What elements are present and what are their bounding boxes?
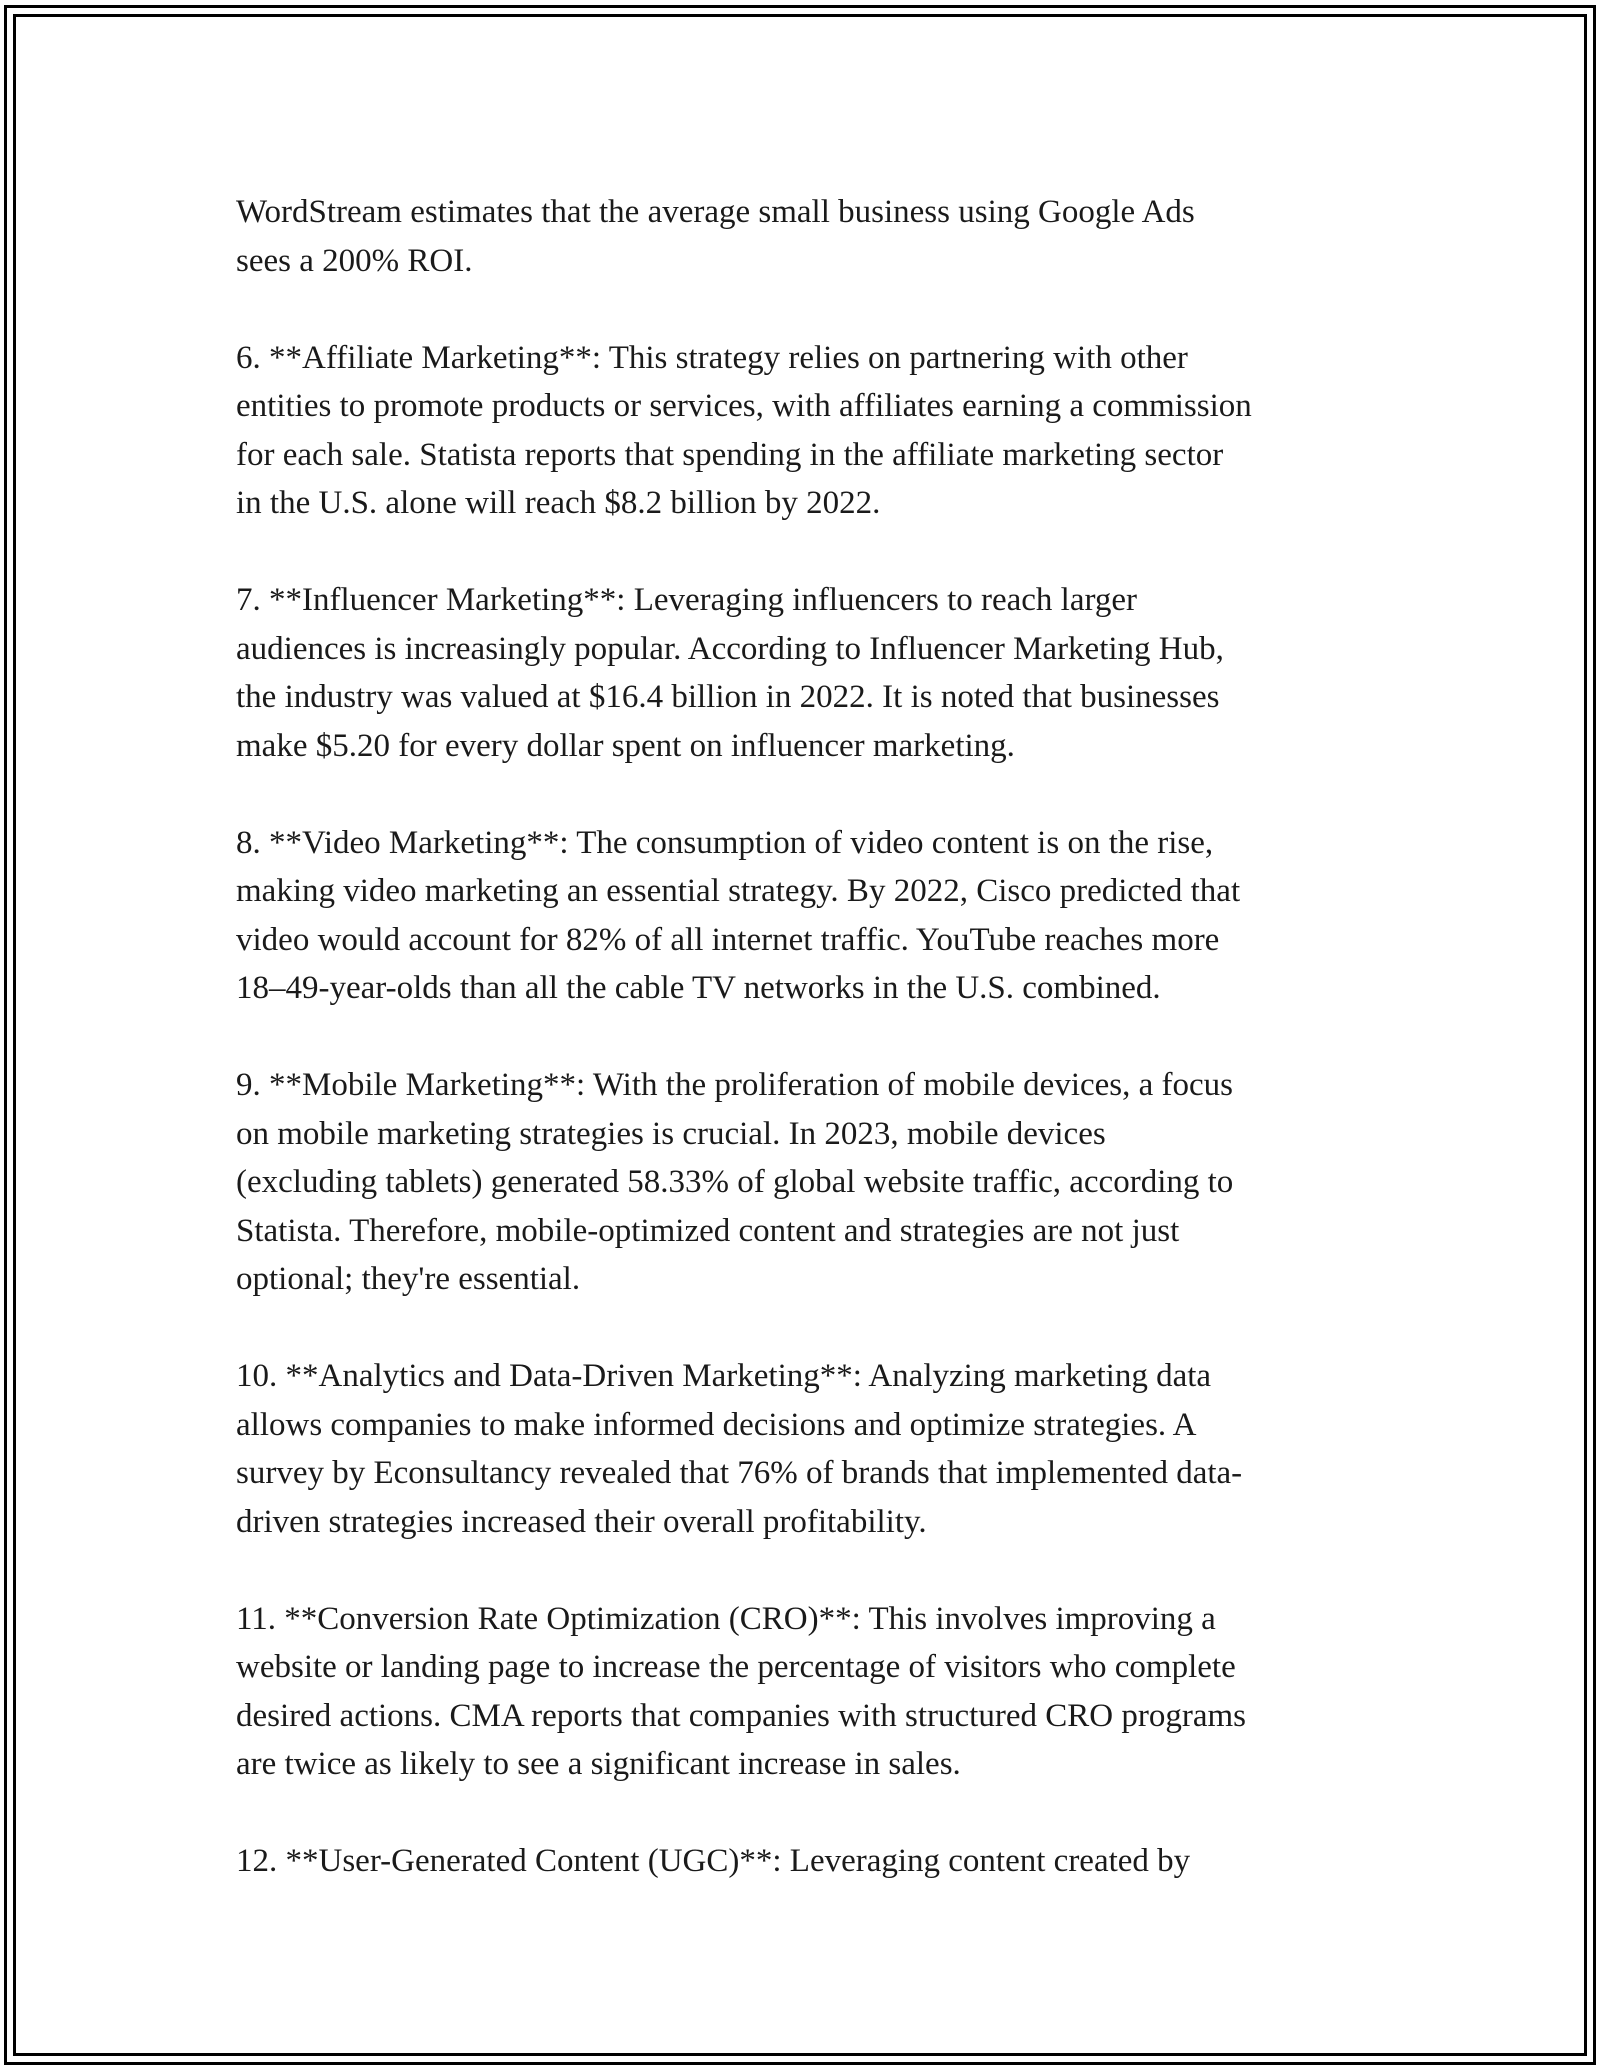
paragraph-analytics-marketing: 10. **Analytics and Data-Driven Marketing**: Analyzing marketing data allows companies to make informed decisions and optimize strategies. A survey by Econsultancy revealed that 76% of brands that implemented data- driven strategies increased their overall profitability. — [236, 1358, 1243, 1540]
paragraph-influencer-marketing: 7. **Influencer Marketing**: Leveraging influencers to reach larger audiences is increasingly popular. According to Influencer Marketing Hub, the industry was valued at $16.4 billion in 2022. It is noted that businesses make $5.20 for every dollar spent on influencer marketing. — [236, 582, 1224, 764]
paragraph-wordstream-roi: WordStream estimates that the average small business using Google Ads sees a 200% ROI. — [236, 194, 1195, 279]
paragraph-affiliate-marketing: 6. **Affiliate Marketing**: This strategy relies on partnering with other entities to promote products or services, with affiliates earning a commission for each sale. Statista reports that spending in the affiliate marketing sector in the U.S. alone will reach $8.2 billion by 2022. — [236, 339, 1252, 521]
paragraph-video-marketing: 8. **Video Marketing**: The consumption of video content is on the rise, making video marketing an essential strategy. By 2022, Cisco predicted that video would account for 82% of all internet traffic. YouTube reaches more 18–49-year-olds than all the cable TV networks in the U.S. combined. — [236, 824, 1241, 1006]
paragraph-conversion-rate-optimization: 11. **Conversion Rate Optimization (CRO)**: This involves improving a website or landing page to increase the percentage of visitors who complete desired actions. CMA reports that companies with structured CRO programs are twice as likely to see a significant increase in sales. — [236, 1600, 1246, 1782]
paragraph-user-generated-content: 12. **User-Generated Content (UGC)**: Leveraging content created by — [236, 1843, 1191, 1879]
paragraph-mobile-marketing: 9. **Mobile Marketing**: With the proliferation of mobile devices, a focus on mobile marketing strategies is crucial. In 2023, mobile devices (excluding tablets) generated 58.33% of global website traffic, according to Statista. Therefore, mobile-optimized content and strategies are not just optional; they're essential. — [236, 1067, 1234, 1297]
document-body — [236, 188, 1386, 1934]
